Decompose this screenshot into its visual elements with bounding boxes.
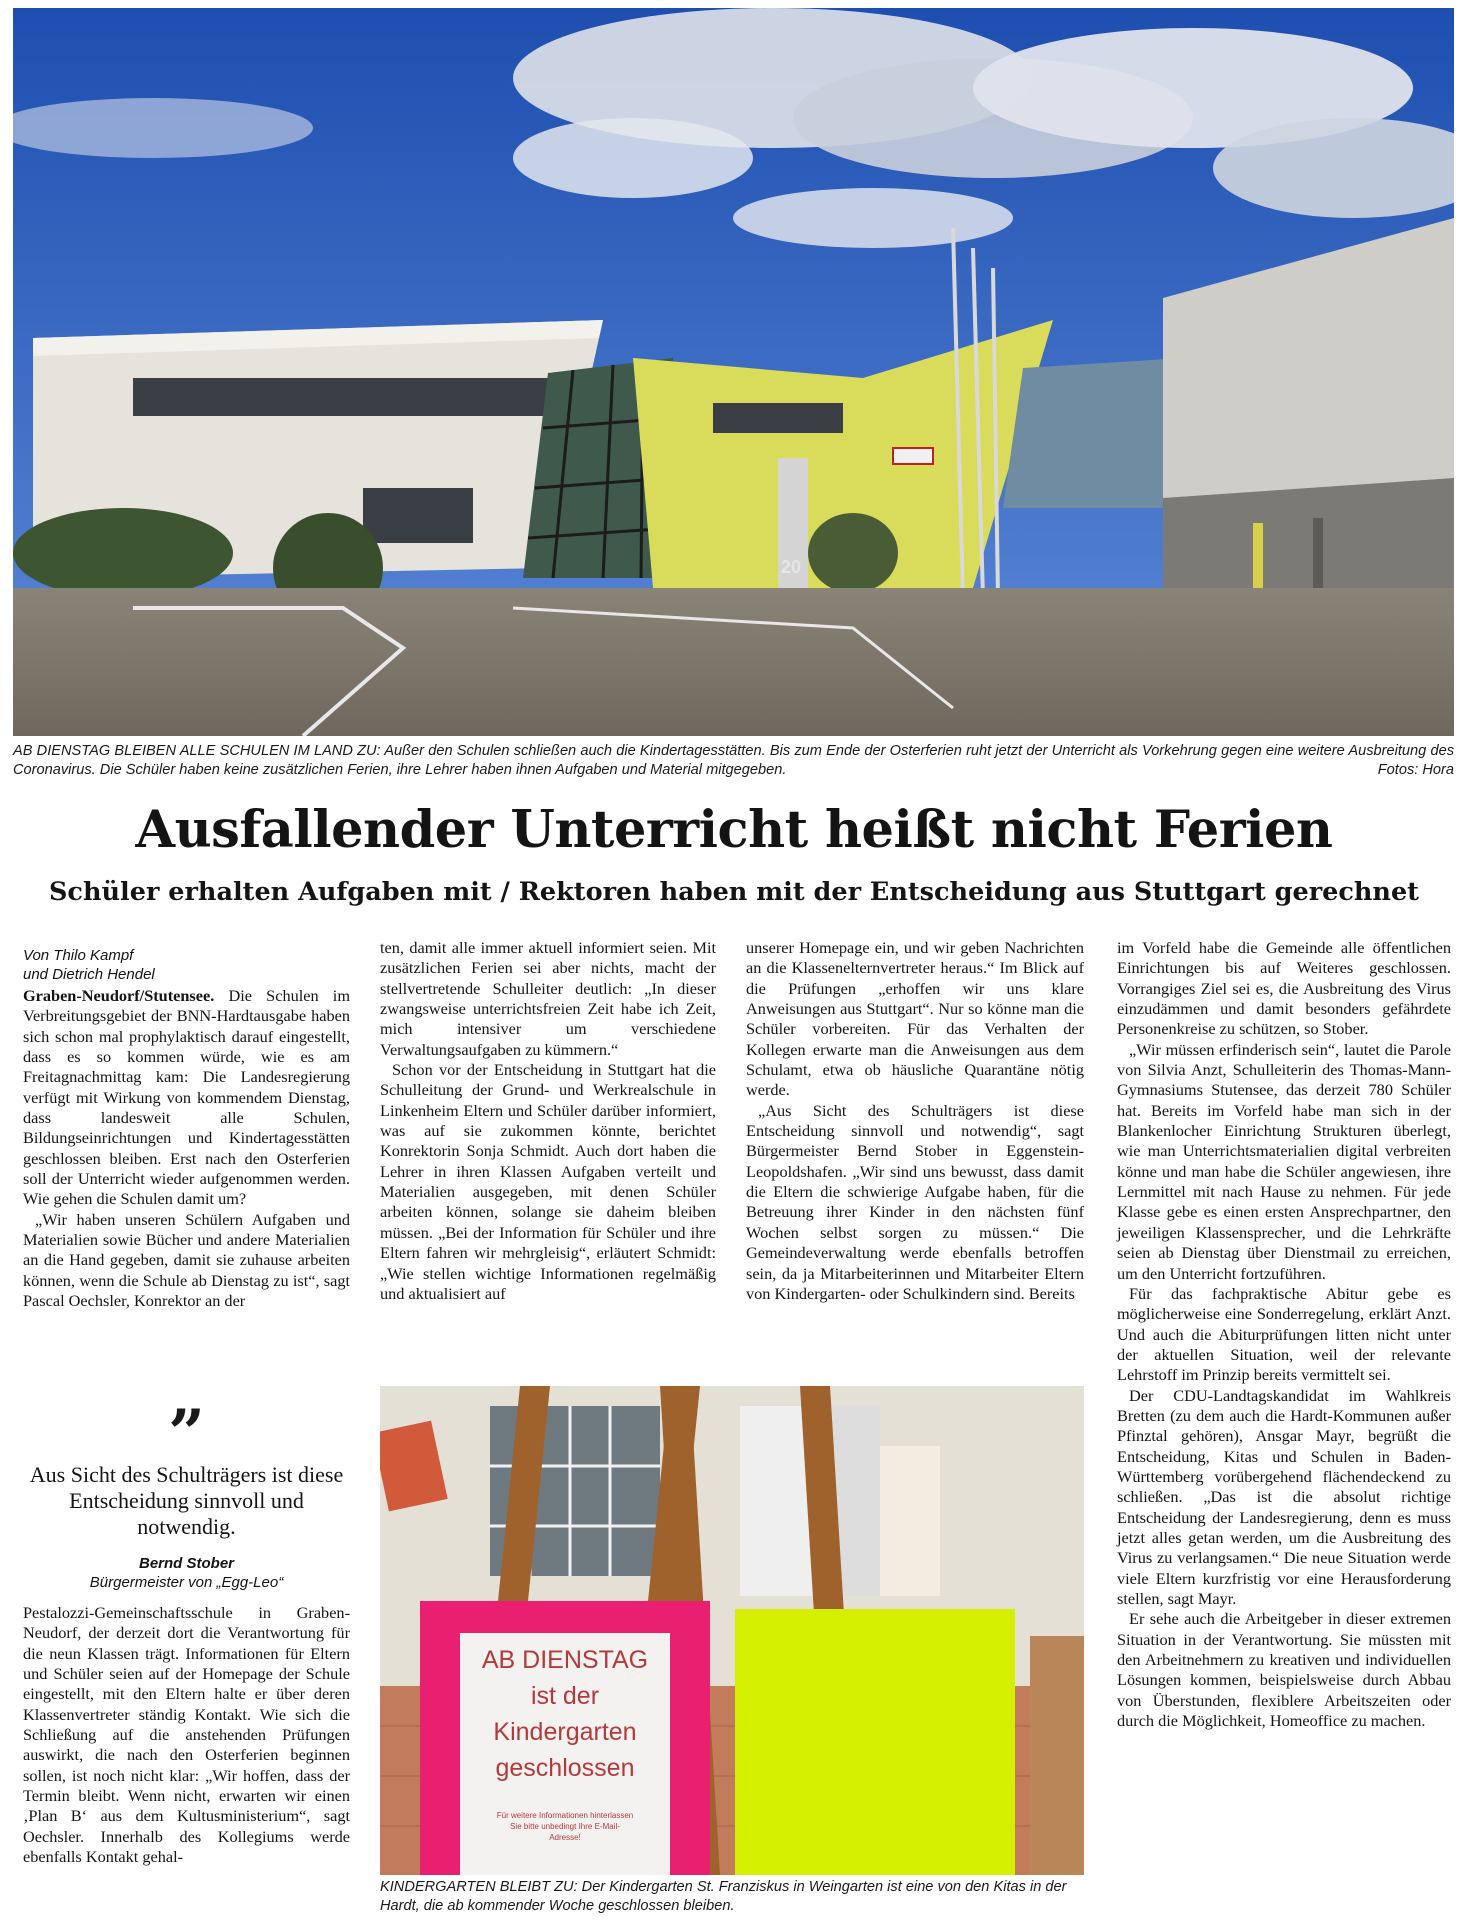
- col4-p4: Der CDU-Landtagskandidat im Wahlkreis Bretten (zu dem auch die Hardt-Kommunen außer Pfinztal gehören), Ansgar Mayr, begrüßt die Entscheidung, Kitas und Schulen in Baden-Württemberg vorübergehend flächendeckend zu schließen. „Das ist die absolut richtige Entscheidung der Landesregierung, denn es muss jetzt alles getan werden, um die Ausbreitung des Virus zu verlangsamen.“ Die neue Situation werde viele Eltern kurzfristig vor eine Herausforderung stellen, sagt Mayr.: [1117, 1385, 1451, 1608]
- school-building-illustration: [13, 8, 1454, 736]
- top-photo: [13, 8, 1454, 736]
- sign-small-3: Adresse!: [549, 1833, 581, 1842]
- kindergarten-photo: [380, 1386, 1084, 1875]
- caption-bottom-lead: KINDERGARTEN BLEIBT ZU:: [380, 1879, 578, 1895]
- subheadline: Schüler erhalten Aufgaben mit / Rektoren haben mit der Entscheidung aus Stuttgart gerechnet: [49, 877, 1419, 907]
- caption-top-text: Außer den Schulen schließen auch die Kindertagesstätten. Bis zum Ende der Osterferien ruht jetzt der Unterricht als Vorkehrung gegen eine weitere Ausbreitung des Coronavirus. Die Schüler haben keine zusätzlichen Ferien, ihre Lehrer haben ihnen Aufgaben und Material mitgegeben.: [13, 743, 1455, 778]
- article-column-4: [1117, 938, 1451, 1731]
- col2-p2: Schon vor der Entscheidung in Stuttgart hat die Schulleitung der Grund- und Werkrealschule in Linkenheim Eltern und Schüler darüber informiert, was auf sie zukommen könnte, berichtet Konrektorin Sonja Schmidt. Auch dort haben die Lehrer in ihren Klassen Aufgaben verteilt und Materialien ausgegeben, mit denen Schüler arbeiten können, solange sie daheim bleiben müssen. „Bei der Information für Schüler und ihre Eltern fahren wir mehrgleisig“, erläutert Schmidt: „Wie stellen wichtige Informationen regelmäßig und aktualisiert auf: [380, 1060, 716, 1303]
- kindergarten-sign-illustration: [380, 1386, 1084, 1875]
- quote-text: Aus Sicht des Schulträgers ist diese Entscheidung sinnvoll und notwendig.: [29, 1462, 344, 1539]
- sign-small-1: Für weitere Informationen hinterlassen: [496, 1811, 634, 1820]
- col1-p2: „Wir haben unseren Schülern Aufgaben und Materialien sowie Bücher und andere Materialien an die Hand gegeben, damit sie zuhause arbeiten können, wenn die Schule ab Dienstag zu ist“, sagt Pascal Oechsler, Konrektor an der: [23, 1209, 350, 1311]
- pull-quote: [23, 1396, 350, 1592]
- col3-p1: unserer Homepage ein, und wir geben Nachrichten an die Klassenelternvertreter heraus.“ Im Blick auf die Prüfungen „erhoffen wir uns klare Anweisungen aus Stuttgart“. Nur so könne man die Schüler vorbereiten. Für das Verhalten der Kollegen erwarte man die Anweisungen aus dem Schulamt, etwa ob häusliche Quarantäne nötig werde.: [746, 938, 1084, 1100]
- quote-mark-icon: ”: [168, 1396, 205, 1471]
- sign-line-3: Kindergarten: [493, 1718, 637, 1746]
- article-column-1-continued: [23, 1603, 350, 1867]
- quote-author-role: Bürgermeister von „Egg-Leo“: [89, 1574, 284, 1591]
- article-paragraph: [23, 986, 350, 1210]
- photo-caption-top: [13, 742, 1454, 780]
- caption-bottom-text: Der Kindergarten St. Franziskus in Weingarten ist eine von den Kitas in der Hardt, die ab kommender Woche geschlossen bleiben.: [380, 1879, 1067, 1914]
- photo-caption-bottom: [380, 1878, 1084, 1916]
- col3-p2: „Aus Sicht des Schulträgers ist diese Entscheidung sinnvoll und notwendig“, sagt Bürgermeister Bernd Stober in Eggenstein-Leopoldshafen. „Wir sind uns bewusst, dass damit die Eltern die schwierige Aufgabe haben, für die Betreuung ihrer Kinder in den nächsten fünf Wochen selbst sorgen zu müssen.“ Die Gemeindeverwaltung werde ebenfalls betroffen sein, da ja Mitarbeiterinnen und Mitarbeiter Eltern von Kindergarten- oder Schulkindern sind. Bereits: [746, 1100, 1084, 1303]
- col1-p3: Pestalozzi-Gemeinschaftsschule in Graben-Neudorf, der derzeit dort die Verantwortung für die neun Klassen trägt. Informationen für Eltern und Schüler seien auf der Homepage der Schule eingestellt, mit den Eltern halte er über deren Klassenvertreter ständig Kontakt. Wie sich die Schließung auf die anstehenden Prüfungen auswirkt, die nach den Osterferien beginnen sollen, ist noch nicht klar: „Wir hoffen, dass der Termin bleibt. Wenn nicht, erwarten wir einen ‚Plan B‘ aus dem Kultusministerium“, sagt Oechsler. Innerhalb des Kollegiums werde ebenfalls Kontakt gehal-: [23, 1603, 350, 1867]
- dateline: Graben-Neudorf/Stutensee.: [23, 986, 215, 1005]
- byline-line-2: und Dietrich Hendel: [23, 966, 155, 983]
- col4-p5: Er sehe auch die Arbeitgeber in dieser extremen Situation in der Verantwortung. Sie müssten mit den Arbeitnehmern zu kreativen und individuellen Lösungen kommen, beispielsweise durch Abbau von Überstunden, flexiblere Arbeitszeiten oder durch die Möglichkeit, Homeoffice zu machen.: [1117, 1609, 1451, 1731]
- col4-p2: „Wir müssen erfinderisch sein“, lautet die Parole von Silvia Anzt, Schulleiterin des Thomas-Mann-Gymnasiums Stutensee, das derzeit 780 Schüler hat. Bereits im Vorfeld habe man sich in der Blankenlocher Einrichtung Strukturen überlegt, wie man Unterrichtsmaterialien digital verbreiten könne und man habe die Schüler angewiesen, ihre Lernmittel mit nach Hause zu nehmen. Für jede Klasse gebe es einen ersten Ansprechpartner, den jeweiligen Klassensprecher, und die Lehrkräfte seien ab Dienstag über Dienstmail zu erreichen, um den Unterricht fortzuführen.: [1117, 1039, 1451, 1283]
- byline-line-1: Von Thilo Kampf: [23, 947, 134, 964]
- article-column-2: [380, 938, 716, 1304]
- article-column-3: [746, 938, 1084, 1304]
- headline: Ausfallender Unterricht heißt nicht Ferien: [135, 800, 1333, 860]
- col1-p1: Die Schulen im Verbreitungsgebiet der BNN-Hardtausgabe haben sich schon mal prophylaktisch darauf eingestellt, dass es so kommen würde, wie es am Freitagnachmittag kam: Die Landesregierung verfügt mit Wirkung von kommendem Dienstag, dass landesweit alle Schulen, Bildungseinrichtungen und Kindertagesstätten geschlossen bleiben. Erst nach den Osterferien soll der Unterricht wieder aufgenommen werden. Wie gehen die Schulen damit um?: [23, 986, 350, 1209]
- quote-author: Bernd Stober: [138, 1555, 234, 1572]
- byline: [23, 946, 343, 984]
- sign-line-2: ist der: [530, 1682, 600, 1710]
- house-number: 20: [781, 557, 802, 577]
- caption-top-lead: AB DIENSTAG BLEIBEN ALLE SCHULEN IM LAND ZU:: [13, 743, 381, 759]
- sign-small-2: Sie bitte unbedingt Ihre E-Mail-: [510, 1822, 620, 1831]
- sign-line-1: AB DIENSTAG: [481, 1646, 649, 1674]
- article-column-1: [23, 986, 350, 1312]
- col4-p3: Für das fachpraktische Abitur gebe es möglicherweise eine Sonderregelung, erklärt Anzt. Und auch die Abiturprüfungen litten nicht unter der aktuellen Situation, weil der relevante Lehrstoff im Prinzip bereits vermittelt sei.: [1117, 1283, 1451, 1385]
- col4-p1: im Vorfeld habe die Gemeinde alle öffentlichen Einrichtungen bis auf Weiteres geschlossen. Vorrangiges Ziel sei es, die Ausbreitung des Virus einzudämmen und damit besonders gefährdete Personenkreise zu schützen, so Stober.: [1117, 938, 1451, 1039]
- photo-credit: Fotos: Hora: [1377, 762, 1454, 778]
- col2-p1: ten, damit alle immer aktuell informiert seien. Mit zusätzlichen Ferien sei aber nichts, macht der stellvertretende Schulleiter deutlich: „In dieser zwangsweise unterrichtsfreien Zeit habe ich Zeit, mich intensiver um verschiedene Verwaltungsaufgaben zu kümmern.“: [380, 938, 716, 1059]
- sign-line-4: geschlossen: [495, 1754, 635, 1782]
